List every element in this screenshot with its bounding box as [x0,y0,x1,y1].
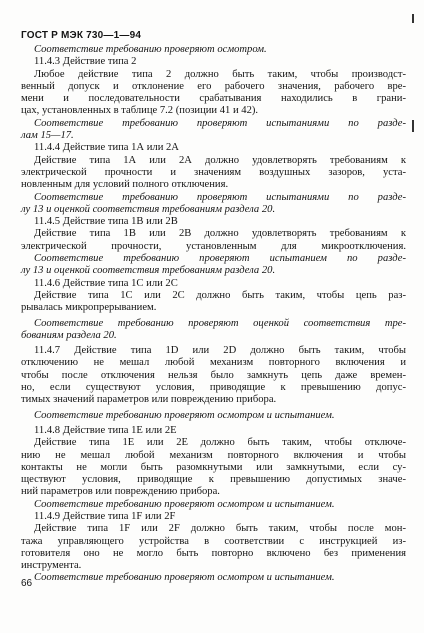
text-line: рывалась микропрерыванием. [21,302,157,314]
text-line: Соответствие требованию проверяют осмотром и испытанием. [34,572,335,584]
text-line: Действие типа 1F или 2F должно быть таким, чтобы после мон- [34,523,406,535]
text-line: Соответствие требованию проверяют осмотром. [34,44,267,55]
text-line: лам 15—17. [21,130,74,142]
text-line: электрической прочности и значениям воздушных зазоров, уста- [21,166,406,178]
text-line: готовителя оно не могло быть повторно включено без применения [21,547,406,559]
text-line: ний параметров или повреждению прибора. [21,486,220,498]
text-line: отключению не мешал любой механизм повторного включения и [21,357,406,369]
text-line: 11.4.4 Действие типа 1А или 2А [34,142,179,154]
text-line: Действие типа 1Е или 2Е должно быть таким, чтобы отключе- [34,437,406,449]
text-line: лу 13 и оценкой соответствия требованиям раздела 20. [21,265,276,277]
text-line: инструмента. [21,560,82,572]
text-line: Соответствие требованию проверяют испытаниями по разде- [34,191,406,203]
text-line: цах, установленных в таблице 7.2 (позиции 41 и 42). [21,105,259,117]
text-line: новленным для условий полного отключения. [21,179,229,191]
text-line: Любое действие типа 2 должно быть таким, чтобы производст- [34,68,406,80]
text-line: 11.4.8 Действие типа 1Е или 2Е [34,424,177,436]
page-header: ГОСТ Р МЭК 730—1—94 [21,30,142,41]
text-line: 11.4.7 Действие типа 1D или 2D должно быть таким, чтобы [34,345,406,357]
text-line: электрической прочности, установленным для микроотключения. [21,240,406,252]
text-line: Соответствие требованию проверяют испытанием по разде- [34,253,406,265]
text-line: 11.4.6 Действие типа 1С или 2С [34,277,178,289]
text-line: мени и последовательности срабатывания находились в грани- [21,93,406,105]
text-line: тажа управляющего устройства в соответствии с инструкцией из- [21,535,406,547]
text-line: нию не мешал любой механизм повторного включения и чтобы [21,449,406,461]
text-line: 11.4.5 Действие типа 1В или 2В [34,216,178,228]
text-line: бованиям раздела 20. [21,329,117,341]
text-line: 11.4.9 Действие типа 1F или 2F [34,510,176,522]
text-line: контакты не могли быть разомкнутыми или замкнутыми, если су- [21,461,406,473]
text-line: 11.4.3 Действие типа 2 [34,56,137,68]
text-line: Соответствие требованию проверяют испытаниями по разде- [34,117,406,129]
text-line: ществуют условия, приводящие к превышению допустимых значе- [21,474,406,486]
margin-mark [412,14,414,23]
text-line: Соответствие требованию проверяют осмотром и испытанием. [34,498,335,510]
text-line: Действие типа 1А или 2А должно удовлетворять требованиям к [34,154,406,166]
text-line: лу 13 и оценкой соответствия требованиям раздела 20. [21,203,276,215]
text-line: Соответствие требованию проверяют оценкой соответствия тре- [34,317,406,329]
text-line: тимых значений параметров или повреждению прибора. [21,394,277,406]
document-body [21,44,406,585]
margin-mark [412,120,414,132]
text-line: Соответствие требованию проверяют осмотром и испытанием. [34,409,335,421]
text-line: Действие типа 1С или 2С должно быть таким, чтобы цепь раз- [34,289,406,301]
page-number: 66 [21,578,33,589]
text-line: чтобы после отключения нельзя было замкнуть цепь даже времен- [21,369,406,381]
text-line: венный допуск и отклонение его рабочего значения, рабочего вре- [21,80,406,92]
text-line: Действие типа 1В или 2В должно удовлетворять требованиям к [34,228,406,240]
text-line: но, если существуют условия, приводящие к превышению допус- [21,382,406,394]
